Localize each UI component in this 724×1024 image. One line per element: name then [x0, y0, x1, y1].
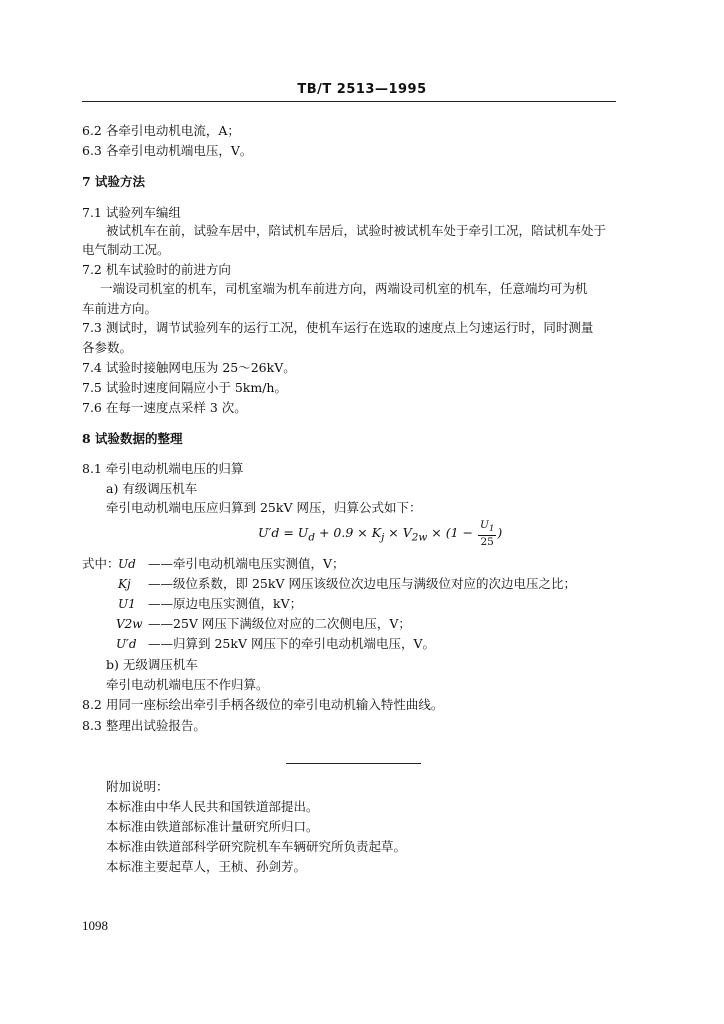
item-8-1-a: a) 有级调压机车 — [106, 481, 198, 496]
section-7-heading: 7 试验方法 — [82, 174, 146, 189]
item-7-3-line1: 7.3 测试时，调节试验列车的运行工况，使机车运行在选取的速度点上匀速运行时，同时测量 — [82, 320, 594, 335]
item-7-1-body-line2: 电气制动工况。 — [82, 242, 170, 257]
item-7-1-body-line1: 被试机车在前，试验车居中，陪试机车居后，试验时被试机车处于牵引工况，陪试机车处于 — [106, 223, 607, 238]
appendix-item: 本标准由铁道部科学研究院机车车辆研究所负责起草。 — [106, 839, 407, 854]
item-6-2: 6.2 各牵引电动机电流，A； — [82, 123, 240, 138]
item-7-5: 7.5 试验时速度间隔应小于 5km/h。 — [82, 380, 287, 395]
section-8-heading: 8 试验数据的整理 — [82, 431, 183, 446]
appendix-item: 本标准由中华人民共和国铁道部提出。 — [106, 799, 319, 814]
item-7-2-body-line2: 车前进方向。 — [82, 301, 158, 316]
appendix-item: 本标准主要起草人，王桢、孙剑芳。 — [106, 859, 307, 874]
item-8-2: 8.2 用同一座标绘出牵引手柄各级位的牵引电动机输入特性曲线。 — [82, 697, 444, 712]
where-desc-kj: ——级位系数，即 25kV 网压该级位次边电压与满级位对应的次边电压之比； — [148, 576, 576, 591]
item-8-3: 8.3 整理出试验报告。 — [82, 718, 206, 733]
item-8-1-a-body: 牵引电动机端电压应归算到 25kV 网压，归算公式如下： — [106, 500, 422, 515]
item-8-1-heading: 8.1 牵引电动机端电压的归算 — [82, 461, 244, 476]
page-number: 1098 — [82, 918, 108, 933]
item-7-3-line2: 各参数。 — [82, 340, 133, 355]
formula-fraction: $\frac{U_1}{25}$ — [479, 519, 495, 549]
where-desc-u1: ——原边电压实测值，kV； — [148, 596, 303, 611]
item-8-1-b: b) 无级调压机车 — [106, 657, 198, 672]
appendix-divider — [286, 763, 421, 764]
appendix-item: 本标准由铁道部标准计量研究所归口。 — [106, 819, 319, 834]
where-desc-ud: ——牵引电动机端电压实测值，V； — [148, 556, 345, 571]
item-7-4: 7.4 试验时接触网电压为 25～26kV。 — [82, 360, 296, 375]
where-symbol-ud: Ud — [118, 557, 136, 571]
standard-number-header: TB/T 2513—1995 — [297, 82, 427, 97]
where-symbol-u1: U1 — [118, 597, 136, 611]
item-7-2-heading: 7.2 机车试验时的前进方向 — [82, 262, 231, 277]
item-6-3: 6.3 各牵引电动机端电压，V。 — [82, 143, 253, 158]
item-7-2-body-line1: 一端设司机室的机车，司机室端为机车前进方向，两端设司机室的机车，任意端均可为机 — [100, 281, 588, 296]
header-rule — [82, 101, 616, 102]
where-desc-v2w: ——25V 网压下满级位对应的二次侧电压，V； — [148, 616, 411, 631]
where-symbol-v2w: V2w — [116, 617, 143, 631]
where-symbol-ud-prime: U′d — [116, 637, 137, 651]
item-7-6: 7.6 在每一速度点采样 3 次。 — [82, 400, 247, 415]
normalization-formula: $U'd = U_d + 0.9 \times K_j \times V_{2w} \times (1$ − $\frac{U_1}{25}$ ) — [258, 519, 503, 549]
appendix-title: 附加说明： — [106, 779, 169, 794]
where-symbol-kj: Kj — [118, 577, 131, 591]
where-desc-ud-prime: ——归算到 25kV 网压下的牵引电动机端电压，V。 — [148, 636, 435, 651]
where-intro: 式中： — [82, 556, 120, 571]
item-7-1-heading: 7.1 试验列车编组 — [82, 205, 181, 220]
item-8-1-b-body: 牵引电动机端电压不作归算。 — [106, 677, 269, 692]
